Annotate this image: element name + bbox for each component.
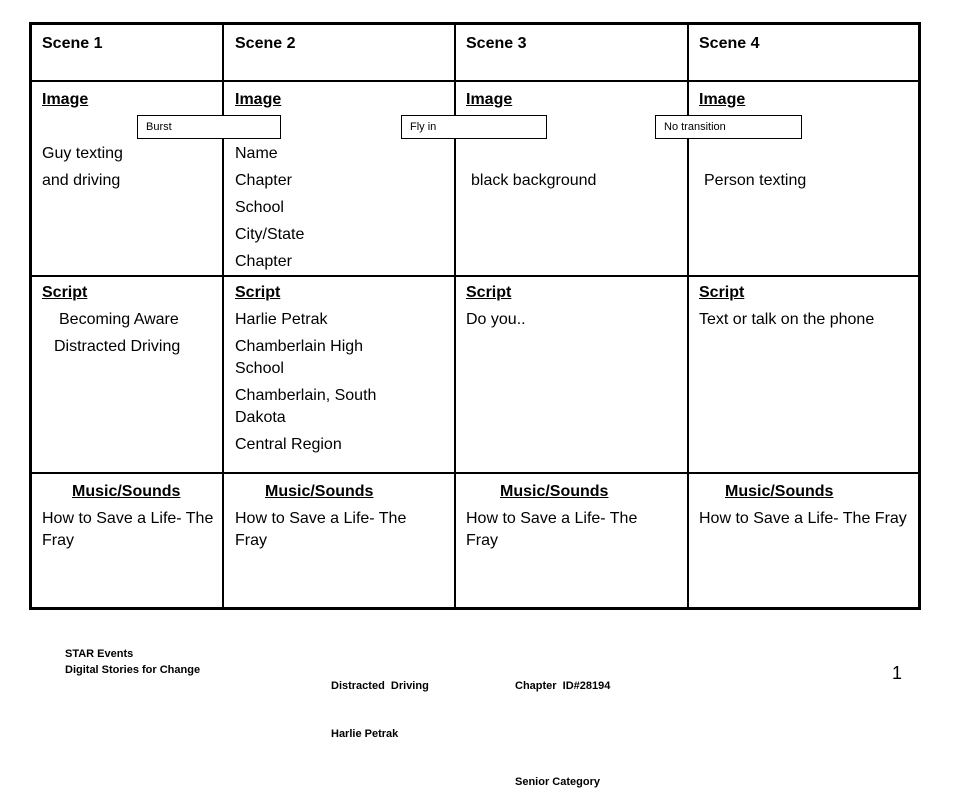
footer-left-line1: STAR Events [65, 648, 134, 660]
music-text: How to Save a Life- The Fray [235, 510, 407, 549]
footer-mid-line2: Harlie Petrak [331, 728, 399, 740]
page-number: 1 [891, 663, 902, 683]
transition-box-no-transition: No transition [655, 115, 802, 139]
script-line: Do you.. [466, 311, 526, 328]
script-line: Becoming Aware [59, 311, 179, 328]
storyboard-table [29, 22, 921, 610]
scene-4-script-cell [699, 282, 921, 336]
image-line: School [235, 199, 284, 216]
image-line: and driving [42, 172, 121, 189]
script-label: Script [42, 284, 88, 301]
row-divider [32, 80, 918, 82]
scene-1-script-cell [42, 282, 224, 363]
script-label: Script [235, 284, 281, 301]
music-label: Music/Sounds [72, 483, 181, 500]
scene-title: Scene 3 [466, 35, 527, 52]
scene-title: Scene 2 [235, 35, 296, 52]
transition-box-burst: Burst [137, 115, 281, 139]
scene-4-music-cell [699, 481, 921, 535]
script-line: Chamberlain High School [235, 338, 364, 377]
scene-3-header [466, 33, 688, 60]
scene-4-image-cell [699, 89, 921, 197]
music-label: Music/Sounds [500, 483, 609, 500]
footer-mid-line1: Distracted Driving [331, 680, 429, 692]
image-line: City/State [235, 226, 305, 243]
script-line: Chamberlain, South Dakota [235, 387, 377, 426]
transition-box-fly-in: Fly in [401, 115, 547, 139]
scene-2-header [235, 33, 455, 60]
footer-right-line1: Chapter ID#28194 [515, 680, 611, 692]
row-divider [32, 275, 918, 277]
script-line: Central Region [235, 436, 342, 453]
music-text: How to Save a Life- The Fray [466, 510, 638, 549]
scene-2-music-cell [235, 481, 455, 557]
scene-3-music-cell [466, 481, 688, 557]
scene-1-image-cell [42, 89, 224, 197]
image-line: Chapter [235, 253, 292, 270]
image-label: Image [42, 91, 89, 108]
scene-3-script-cell [466, 282, 688, 336]
script-line: Harlie Petrak [235, 311, 328, 328]
scene-1-music-cell [42, 481, 224, 557]
scene-title: Scene 4 [699, 35, 760, 52]
music-label: Music/Sounds [265, 483, 374, 500]
music-label: Music/Sounds [725, 483, 834, 500]
image-label: Image [466, 91, 513, 108]
scene-4-header [699, 33, 921, 60]
image-label: Image [699, 91, 746, 108]
music-text: How to Save a Life- The Fray [42, 510, 214, 549]
script-label: Script [466, 284, 512, 301]
image-line: Chapter [235, 172, 292, 189]
footer-left [65, 646, 200, 678]
footer-right-line2: Senior Category [515, 776, 600, 788]
footer-middle [331, 646, 429, 758]
scene-3-image-cell [466, 89, 688, 197]
image-line: Person texting [704, 172, 807, 189]
footer-right [515, 646, 610, 806]
image-line: black background [471, 172, 597, 189]
music-text: How to Save a Life- The Fray [699, 510, 907, 527]
footer-left-line2: Digital Stories for Change [65, 664, 201, 676]
image-line: Guy texting [42, 145, 123, 162]
image-line: Name [235, 145, 278, 162]
script-line: Text or talk on the phone [699, 311, 875, 328]
scene-title: Scene 1 [42, 35, 103, 52]
image-label: Image [235, 91, 282, 108]
script-line: Distracted Driving [54, 338, 181, 355]
row-divider [32, 472, 918, 474]
script-label: Script [699, 284, 745, 301]
scene-1-header [42, 33, 224, 60]
scene-2-script-cell [235, 282, 455, 461]
